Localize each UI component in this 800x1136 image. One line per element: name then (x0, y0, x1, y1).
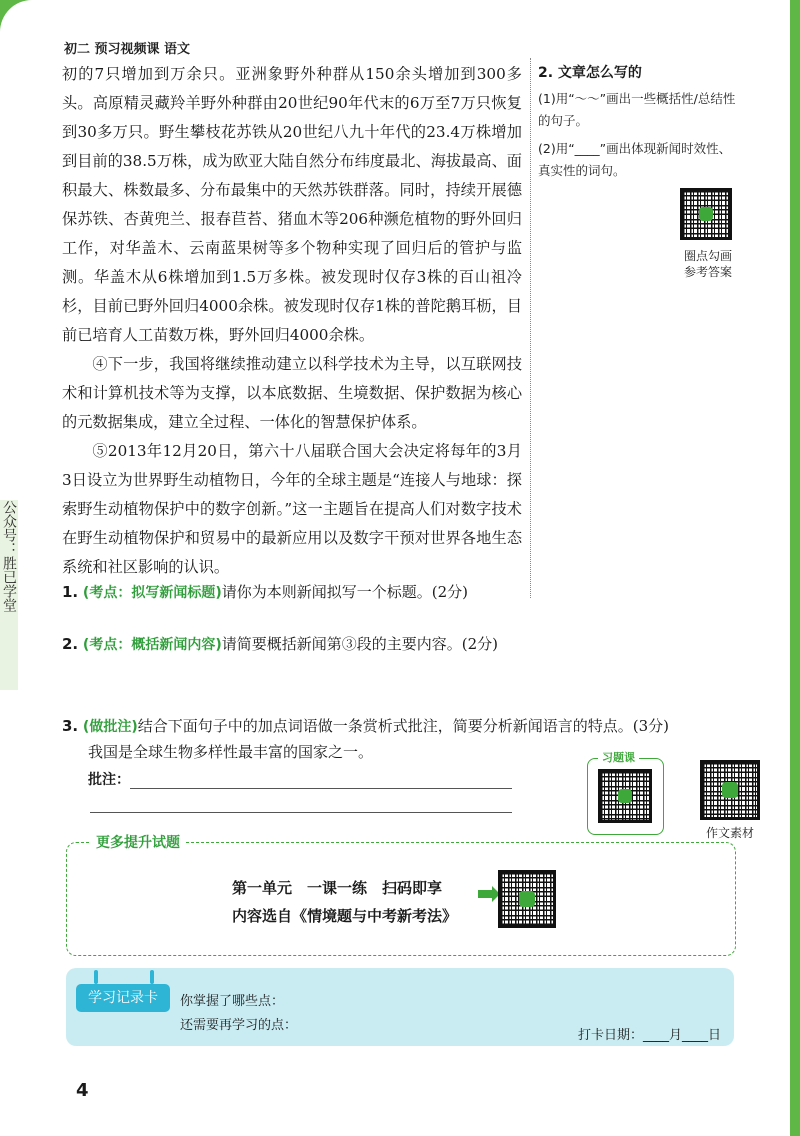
question-2-text: 请简要概括新闻第③段的主要内容。(2分) (221, 635, 498, 653)
question-1-text: 请你为本则新闻拟写一个标题。(2分) (221, 583, 468, 601)
side-strip-text: 公众号：胜已学堂 (1, 500, 17, 612)
page-number: 4 (76, 1080, 89, 1101)
question-1 (62, 580, 468, 605)
article-body (62, 60, 522, 582)
question-2-number: 2. (62, 635, 79, 653)
column-divider (530, 58, 532, 598)
arrow-right-icon (478, 890, 492, 898)
qr-caption (666, 248, 750, 280)
question-3-sentence: 我国是全球生物多样性最丰富的国家之一。 (88, 743, 374, 761)
more-exercises-text (232, 874, 457, 930)
question-3 (62, 714, 669, 739)
composition-qr-code-icon[interactable] (700, 760, 760, 820)
study-record-tag: 学习记录卡 (76, 984, 170, 1012)
more-line-1: 第一单元 一课一练 扫码即享 (232, 879, 443, 897)
exercise-qr-label: 习题课 (598, 749, 639, 765)
side-item-2: (2)用“____”画出体现新闻时效性、真实性的词句。 (538, 141, 732, 178)
study-record-text (180, 990, 297, 1038)
card-line-1: 你掌握了哪些点： (180, 994, 285, 1009)
question-2-tag: (考点：概括新闻内容) (82, 637, 222, 653)
article-paragraph-1: 初的7只增加到万余只。亚洲象野外种群从150余头增加到300多头。高原精灵藏羚羊野外种群由20世纪90年代末的6万至7万只恢复到30多万只。野生攀枝花苏铁从20世纪八九十年代的23.4万株增加到目前的38.5万株，成为欧亚大陆自然分布纬度最北、海拔最高、面积最大、株数最多、分布最集中的天然苏铁群落。同时，持续开展德保苏铁、杏黄兜兰、报春苣苔、猪血木等206种濒危植物的野外回归工作，对华盖木、云南蓝果树等多个物种实现了回归后的管护与监测。华盖木从6株增加到1.5万多株。被发现时仅存3株的百山祖冷杉，目前已野外回归4000余株。被发现时仅存1株的普陀鹅耳枥，目前已培育人工苗数万株，野外回归4000余株。 (62, 65, 522, 344)
side-heading: 2. 文章怎么写的 (538, 65, 642, 81)
exercise-qr-code-icon[interactable] (598, 769, 652, 823)
more-exercises-title: 更多提升试题 (90, 832, 186, 852)
qr-code-answers-icon[interactable] (680, 188, 732, 240)
question-3-tag: (做批注) (82, 719, 138, 735)
card-pin-icon (150, 970, 154, 984)
annotation-line-2[interactable] (90, 812, 512, 813)
more-line-2: 内容选自《情境题与中考新考法》 (232, 907, 458, 925)
card-line-2: 还需要再学习的点： (180, 1018, 298, 1033)
side-item-1: (1)用“～～”画出一些概括性/总结性的句子。 (538, 91, 736, 128)
question-2 (62, 632, 498, 657)
qr-caption-line-2: 参考答案 (683, 265, 732, 279)
check-in-date[interactable]: 打卡日期：____月____日 (578, 1028, 722, 1043)
side-notes (538, 62, 738, 182)
header-title: 初二 预习视频课 语文 (64, 42, 191, 57)
article-paragraph-5: ⑤2013年12月20日，第六十八届联合国大会决定将每年的3月3日设立为世界野生动植物日，今年的全球主题是“连接人与地球：探索野生动植物保护中的数字创新。”这一主题旨在提高人们对数字技术在野生动植物保护和贸易中的最新应用以及数字干预对世界各地生态系统和社区影响的认识。 (62, 442, 522, 576)
card-pin-icon (94, 970, 98, 984)
question-1-number: 1. (62, 583, 79, 601)
qr-caption-line-1: 圈点勾画 (683, 249, 732, 263)
more-exercises-qr-code-icon[interactable] (498, 870, 556, 928)
composition-qr-label: 作文素材 (705, 826, 754, 840)
exercise-qr-block[interactable] (587, 751, 664, 835)
annotation-line-1[interactable] (130, 788, 512, 789)
question-3-number: 3. (62, 717, 79, 735)
article-paragraph-4: ④下一步，我国将继续推动建立以科学技术为主导，以互联网技术和计算机技术等为支撑，以本底数据、生境数据、保护数据为核心的元数据集成，建立全过程、一体化的智慧保护体系。 (62, 355, 522, 431)
side-strip (0, 500, 18, 690)
question-3-text: 结合下面句子中的加点词语做一条赏析式批注，简要分析新闻语言的特点。(3分) (137, 717, 669, 735)
annotation-label: 批注： (88, 772, 130, 788)
question-1-tag: (考点：拟写新闻标题) (82, 585, 222, 601)
